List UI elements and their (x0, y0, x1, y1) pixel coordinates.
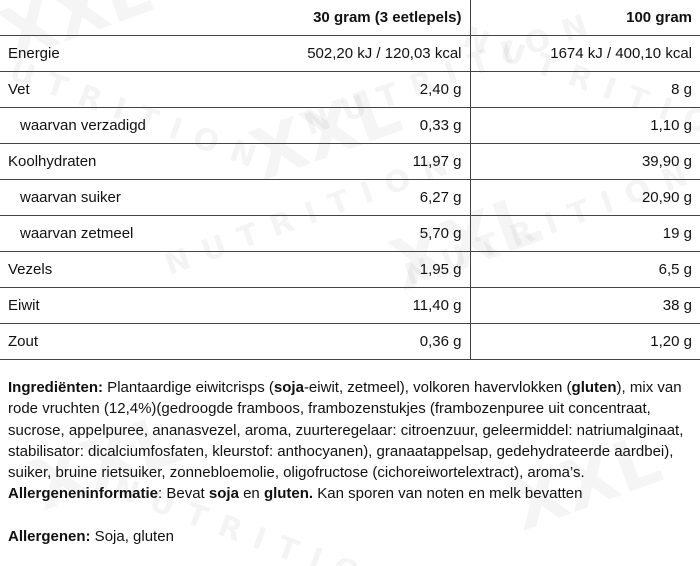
allergens-line (8, 528, 174, 545)
allergen-info-label: Allergeneninformatie (8, 485, 159, 503)
value-per-100g: 8 g (470, 71, 700, 107)
value-per-100g: 20,90 g (470, 179, 700, 215)
ingredients-allergen: gluten (571, 379, 617, 396)
table-row (0, 323, 700, 359)
value-per-100g: 19 g (470, 215, 700, 251)
nutrient-name: Zout (0, 323, 190, 359)
table-row (0, 71, 700, 107)
ingredients-part: en (238, 485, 264, 503)
nutrient-name: Vet (0, 71, 190, 107)
ingredients-allergen: soja (208, 485, 239, 503)
value-per-serving: 5,70 g (190, 215, 470, 251)
ingredients-part: -eiwit, zetmeel), volkoren havervlokken ( (303, 379, 572, 396)
table-row (0, 143, 700, 179)
nutrient-name: waarvan zetmeel (0, 215, 190, 251)
table-row (0, 215, 700, 251)
value-per-100g: 1,10 g (470, 107, 700, 143)
nutrient-name: Energie (0, 35, 190, 71)
allergens-value: Soja, gluten (90, 528, 174, 545)
nutrient-name: Koolhydraten (0, 143, 190, 179)
nutrient-name: waarvan verzadigd (0, 107, 190, 143)
table-row (0, 287, 700, 323)
ingredients-part: : Bevat (158, 485, 209, 503)
table-row (0, 251, 700, 287)
nutrient-name: waarvan suiker (0, 179, 190, 215)
value-per-100g: 1,20 g (470, 323, 700, 359)
value-per-serving: 502,20 kJ / 120,03 kcal (190, 35, 470, 71)
allergens-label: Allergenen: (8, 528, 91, 545)
ingredients-label: Ingrediënten: (8, 379, 104, 396)
ingredients-part: Kan sporen van noten en melk bevatten (313, 485, 583, 503)
table-row (0, 179, 700, 215)
nutrient-name: Vezels (0, 251, 190, 287)
value-per-100g: 1674 kJ / 400,10 kcal (470, 35, 700, 71)
header-per-serving: 30 gram (3 eetlepels) (190, 0, 470, 35)
ingredients-allergen: soja (273, 379, 304, 396)
table-row (0, 35, 700, 71)
ingredients-part: Plantaardige eiwitcrisps ( (103, 379, 274, 396)
value-per-serving: 2,40 g (190, 71, 470, 107)
table-row (0, 107, 700, 143)
header-per-100g: 100 gram (470, 0, 700, 35)
value-per-100g: 39,90 g (470, 143, 700, 179)
value-per-serving: 11,97 g (190, 143, 470, 179)
value-per-100g: 6,5 g (470, 251, 700, 287)
ingredients-part: ), mix van rode vruchten (12,4%)(gedroogde framboos, frambozenstukjes (frambozenpuree uit concentraat, sucrose, appelpuree, ananasvezel, aroma, zuurteregelaar: citroenzuur, geleermiddel: natriumalginaat, stabilisator: dicalciumfosfaten, kleurstof: anthocyanen), granaatappelsap, gedehydrateerde aardbei), suiker, bruine rietsuiker, zonnebloemolie, oligofructose (cichoreiwortelextract), aroma’s. (8, 379, 684, 482)
value-per-serving: 1,95 g (190, 251, 470, 287)
value-per-serving: 0,33 g (190, 107, 470, 143)
header-nutrient (0, 0, 190, 35)
value-per-serving: 6,27 g (190, 179, 470, 215)
ingredients-text (8, 377, 694, 505)
value-per-serving: 11,40 g (190, 287, 470, 323)
ingredients-allergen: gluten. (263, 485, 314, 503)
value-per-100g: 38 g (470, 287, 700, 323)
nutrient-name: Eiwit (0, 287, 190, 323)
table-header-row (0, 0, 700, 35)
value-per-serving: 0,36 g (190, 323, 470, 359)
